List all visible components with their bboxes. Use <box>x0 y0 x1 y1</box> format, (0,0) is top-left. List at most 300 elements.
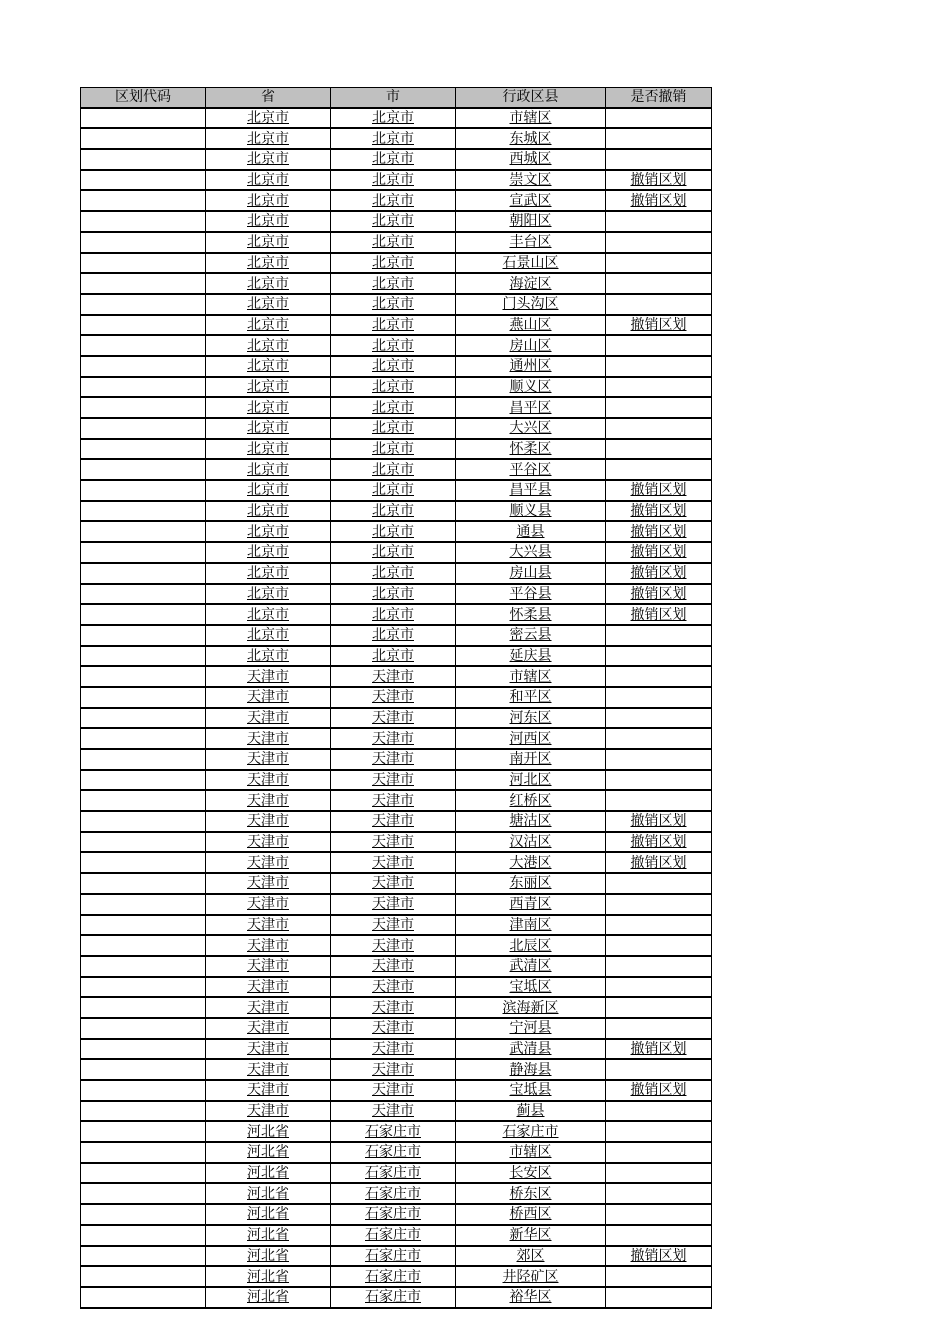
cell-city: 石家庄市 <box>331 1204 456 1225</box>
cell-code <box>81 687 206 708</box>
table-row <box>81 646 712 667</box>
table-row <box>81 584 712 605</box>
cell-code <box>81 873 206 894</box>
cell-revoked <box>606 1183 712 1204</box>
cell-city: 天津市 <box>331 811 456 832</box>
cell-revoked <box>606 997 712 1018</box>
cell-revoked <box>606 397 712 418</box>
cell-city: 石家庄市 <box>331 1142 456 1163</box>
cell-district: 平谷区 <box>456 459 606 480</box>
cell-city: 天津市 <box>331 728 456 749</box>
cell-revoked <box>606 108 712 129</box>
cell-province: 北京市 <box>206 625 331 646</box>
cell-city: 北京市 <box>331 128 456 149</box>
cell-district: 宝坻县 <box>456 1080 606 1101</box>
cell-revoked <box>606 790 712 811</box>
table-row <box>81 1142 712 1163</box>
cell-province: 河北省 <box>206 1183 331 1204</box>
cell-revoked <box>606 253 712 274</box>
cell-province: 北京市 <box>206 273 331 294</box>
cell-revoked: 撤销区划 <box>606 604 712 625</box>
cell-revoked <box>606 211 712 232</box>
table-row <box>81 832 712 853</box>
table-row <box>81 232 712 253</box>
table-row <box>81 253 712 274</box>
cell-code <box>81 1018 206 1039</box>
cell-district: 静海县 <box>456 1059 606 1080</box>
cell-city: 天津市 <box>331 666 456 687</box>
cell-city: 天津市 <box>331 997 456 1018</box>
cell-province: 河北省 <box>206 1121 331 1142</box>
cell-city: 北京市 <box>331 459 456 480</box>
cell-code <box>81 335 206 356</box>
cell-revoked <box>606 749 712 770</box>
cell-province: 天津市 <box>206 749 331 770</box>
table-row <box>81 397 712 418</box>
cell-district: 房山县 <box>456 563 606 584</box>
cell-city: 天津市 <box>331 935 456 956</box>
table-row <box>81 439 712 460</box>
cell-province: 天津市 <box>206 687 331 708</box>
cell-district: 新华区 <box>456 1225 606 1246</box>
cell-revoked: 撤销区划 <box>606 190 712 211</box>
table-row <box>81 1183 712 1204</box>
cell-revoked: 撤销区划 <box>606 1246 712 1267</box>
table-row <box>81 1163 712 1184</box>
cell-city: 天津市 <box>331 1018 456 1039</box>
cell-city: 石家庄市 <box>331 1163 456 1184</box>
table-row <box>81 790 712 811</box>
cell-code <box>81 397 206 418</box>
cell-city: 北京市 <box>331 625 456 646</box>
table-row <box>81 935 712 956</box>
cell-revoked: 撤销区划 <box>606 1039 712 1060</box>
cell-code <box>81 604 206 625</box>
cell-city: 北京市 <box>331 563 456 584</box>
cell-revoked <box>606 935 712 956</box>
cell-revoked <box>606 1287 712 1308</box>
cell-code <box>81 625 206 646</box>
cell-revoked <box>606 687 712 708</box>
cell-district: 郊区 <box>456 1246 606 1267</box>
cell-province: 北京市 <box>206 149 331 170</box>
cell-revoked: 撤销区划 <box>606 480 712 501</box>
cell-revoked <box>606 1142 712 1163</box>
cell-revoked: 撤销区划 <box>606 521 712 542</box>
cell-revoked: 撤销区划 <box>606 170 712 191</box>
cell-district: 武清县 <box>456 1039 606 1060</box>
cell-city: 天津市 <box>331 832 456 853</box>
table-row <box>81 1121 712 1142</box>
cell-city: 天津市 <box>331 749 456 770</box>
cell-province: 北京市 <box>206 232 331 253</box>
header-district: 行政区县 <box>456 88 606 108</box>
cell-code <box>81 1204 206 1225</box>
cell-city: 天津市 <box>331 1101 456 1122</box>
cell-revoked <box>606 708 712 729</box>
cell-code <box>81 521 206 542</box>
cell-city: 北京市 <box>331 211 456 232</box>
cell-code <box>81 459 206 480</box>
cell-code <box>81 790 206 811</box>
cell-province: 天津市 <box>206 1080 331 1101</box>
cell-province: 北京市 <box>206 294 331 315</box>
cell-code <box>81 915 206 936</box>
cell-province: 北京市 <box>206 190 331 211</box>
cell-code <box>81 811 206 832</box>
cell-city: 天津市 <box>331 1039 456 1060</box>
cell-city: 北京市 <box>331 604 456 625</box>
cell-code <box>81 894 206 915</box>
table-row <box>81 687 712 708</box>
table-row <box>81 1225 712 1246</box>
cell-province: 河北省 <box>206 1204 331 1225</box>
table-row <box>81 1266 712 1287</box>
cell-city: 北京市 <box>331 439 456 460</box>
cell-code <box>81 1121 206 1142</box>
cell-code <box>81 1225 206 1246</box>
cell-city: 北京市 <box>331 253 456 274</box>
cell-code <box>81 563 206 584</box>
cell-district: 石家庄市 <box>456 1121 606 1142</box>
table-row <box>81 956 712 977</box>
cell-code <box>81 956 206 977</box>
cell-code <box>81 666 206 687</box>
cell-city: 天津市 <box>331 956 456 977</box>
table-row <box>81 377 712 398</box>
cell-city: 石家庄市 <box>331 1183 456 1204</box>
cell-province: 北京市 <box>206 459 331 480</box>
cell-code <box>81 770 206 791</box>
table-row <box>81 604 712 625</box>
cell-province: 天津市 <box>206 770 331 791</box>
cell-revoked <box>606 418 712 439</box>
header-city: 市 <box>331 88 456 108</box>
cell-district: 大兴县 <box>456 542 606 563</box>
table-row <box>81 728 712 749</box>
cell-code <box>81 480 206 501</box>
cell-code <box>81 1101 206 1122</box>
table-row <box>81 708 712 729</box>
cell-revoked <box>606 1225 712 1246</box>
cell-district: 顺义县 <box>456 501 606 522</box>
cell-code <box>81 728 206 749</box>
cell-code <box>81 170 206 191</box>
cell-district: 昌平区 <box>456 397 606 418</box>
cell-province: 北京市 <box>206 646 331 667</box>
cell-province: 北京市 <box>206 397 331 418</box>
cell-district: 滨海新区 <box>456 997 606 1018</box>
cell-revoked <box>606 377 712 398</box>
cell-city: 北京市 <box>331 190 456 211</box>
cell-revoked <box>606 646 712 667</box>
cell-province: 天津市 <box>206 852 331 873</box>
cell-code <box>81 1183 206 1204</box>
cell-code <box>81 832 206 853</box>
cell-code <box>81 542 206 563</box>
cell-city: 北京市 <box>331 377 456 398</box>
cell-district: 井陉矿区 <box>456 1266 606 1287</box>
table-row <box>81 273 712 294</box>
cell-city: 北京市 <box>331 521 456 542</box>
cell-district: 昌平县 <box>456 480 606 501</box>
table-row <box>81 915 712 936</box>
cell-code <box>81 1142 206 1163</box>
cell-city: 石家庄市 <box>331 1246 456 1267</box>
cell-code <box>81 128 206 149</box>
cell-city: 北京市 <box>331 418 456 439</box>
cell-province: 河北省 <box>206 1225 331 1246</box>
table-row <box>81 1018 712 1039</box>
cell-province: 天津市 <box>206 728 331 749</box>
table-row <box>81 480 712 501</box>
cell-district: 东丽区 <box>456 873 606 894</box>
cell-province: 天津市 <box>206 666 331 687</box>
cell-city: 天津市 <box>331 852 456 873</box>
cell-province: 天津市 <box>206 935 331 956</box>
cell-city: 天津市 <box>331 687 456 708</box>
table-row <box>81 542 712 563</box>
cell-code <box>81 997 206 1018</box>
cell-revoked: 撤销区划 <box>606 852 712 873</box>
table-row <box>81 1039 712 1060</box>
cell-city: 北京市 <box>331 480 456 501</box>
cell-code <box>81 232 206 253</box>
table-row <box>81 894 712 915</box>
cell-district: 顺义区 <box>456 377 606 398</box>
table-row <box>81 852 712 873</box>
cell-district: 怀柔区 <box>456 439 606 460</box>
cell-district: 西城区 <box>456 149 606 170</box>
cell-revoked <box>606 915 712 936</box>
cell-province: 河北省 <box>206 1266 331 1287</box>
cell-city: 北京市 <box>331 315 456 336</box>
cell-district: 南开区 <box>456 749 606 770</box>
table-row <box>81 1246 712 1267</box>
table-row <box>81 997 712 1018</box>
cell-province: 天津市 <box>206 915 331 936</box>
cell-code <box>81 294 206 315</box>
cell-code <box>81 211 206 232</box>
cell-code <box>81 935 206 956</box>
cell-revoked <box>606 625 712 646</box>
cell-city: 天津市 <box>331 873 456 894</box>
cell-revoked <box>606 770 712 791</box>
cell-province: 北京市 <box>206 604 331 625</box>
cell-code <box>81 418 206 439</box>
cell-district: 宝坻区 <box>456 977 606 998</box>
cell-city: 天津市 <box>331 708 456 729</box>
table-row <box>81 811 712 832</box>
cell-city: 石家庄市 <box>331 1121 456 1142</box>
table-row <box>81 211 712 232</box>
cell-city: 北京市 <box>331 584 456 605</box>
cell-district: 河北区 <box>456 770 606 791</box>
cell-province: 北京市 <box>206 563 331 584</box>
cell-revoked: 撤销区划 <box>606 584 712 605</box>
cell-code <box>81 377 206 398</box>
table-row <box>81 315 712 336</box>
table-row <box>81 563 712 584</box>
cell-revoked <box>606 894 712 915</box>
cell-district: 通县 <box>456 521 606 542</box>
cell-district: 平谷县 <box>456 584 606 605</box>
cell-district: 怀柔县 <box>456 604 606 625</box>
cell-district: 石景山区 <box>456 253 606 274</box>
cell-revoked: 撤销区划 <box>606 501 712 522</box>
cell-code <box>81 190 206 211</box>
cell-district: 宣武区 <box>456 190 606 211</box>
cell-district: 蓟县 <box>456 1101 606 1122</box>
cell-district: 燕山区 <box>456 315 606 336</box>
table-row <box>81 1204 712 1225</box>
cell-province: 天津市 <box>206 1018 331 1039</box>
cell-revoked <box>606 459 712 480</box>
cell-revoked <box>606 335 712 356</box>
cell-province: 北京市 <box>206 315 331 336</box>
cell-code <box>81 852 206 873</box>
cell-district: 通州区 <box>456 356 606 377</box>
cell-revoked: 撤销区划 <box>606 811 712 832</box>
cell-district: 市辖区 <box>456 666 606 687</box>
cell-revoked <box>606 232 712 253</box>
cell-city: 石家庄市 <box>331 1266 456 1287</box>
cell-code <box>81 1163 206 1184</box>
cell-province: 河北省 <box>206 1163 331 1184</box>
cell-revoked: 撤销区划 <box>606 563 712 584</box>
cell-city: 天津市 <box>331 894 456 915</box>
header-province: 省 <box>206 88 331 108</box>
cell-province: 河北省 <box>206 1287 331 1308</box>
cell-city: 天津市 <box>331 790 456 811</box>
cell-province: 天津市 <box>206 790 331 811</box>
cell-district: 密云县 <box>456 625 606 646</box>
cell-province: 天津市 <box>206 1101 331 1122</box>
cell-revoked <box>606 294 712 315</box>
table-row <box>81 521 712 542</box>
cell-city: 北京市 <box>331 232 456 253</box>
table-row <box>81 356 712 377</box>
table-row <box>81 170 712 191</box>
table-row <box>81 625 712 646</box>
cell-province: 北京市 <box>206 211 331 232</box>
cell-district: 朝阳区 <box>456 211 606 232</box>
cell-district: 海淀区 <box>456 273 606 294</box>
cell-city: 北京市 <box>331 108 456 129</box>
cell-code <box>81 1059 206 1080</box>
cell-code <box>81 1039 206 1060</box>
cell-revoked <box>606 273 712 294</box>
cell-revoked: 撤销区划 <box>606 315 712 336</box>
cell-revoked <box>606 956 712 977</box>
table-row <box>81 501 712 522</box>
cell-revoked <box>606 873 712 894</box>
cell-province: 北京市 <box>206 128 331 149</box>
cell-city: 北京市 <box>331 356 456 377</box>
cell-city: 天津市 <box>331 1080 456 1101</box>
table-row <box>81 149 712 170</box>
cell-city: 北京市 <box>331 149 456 170</box>
cell-district: 西青区 <box>456 894 606 915</box>
cell-district: 和平区 <box>456 687 606 708</box>
cell-code <box>81 749 206 770</box>
cell-code <box>81 1080 206 1101</box>
table-row <box>81 666 712 687</box>
cell-revoked <box>606 666 712 687</box>
cell-province: 天津市 <box>206 1039 331 1060</box>
cell-code <box>81 273 206 294</box>
cell-district: 门头沟区 <box>456 294 606 315</box>
cell-province: 北京市 <box>206 335 331 356</box>
cell-province: 北京市 <box>206 253 331 274</box>
table-row <box>81 1059 712 1080</box>
cell-province: 北京市 <box>206 377 331 398</box>
cell-city: 石家庄市 <box>331 1225 456 1246</box>
cell-province: 北京市 <box>206 480 331 501</box>
cell-city: 北京市 <box>331 501 456 522</box>
cell-district: 桥西区 <box>456 1204 606 1225</box>
cell-revoked: 撤销区划 <box>606 542 712 563</box>
table-row <box>81 749 712 770</box>
table-row <box>81 108 712 129</box>
cell-province: 天津市 <box>206 997 331 1018</box>
cell-district: 丰台区 <box>456 232 606 253</box>
cell-city: 北京市 <box>331 335 456 356</box>
cell-code <box>81 708 206 729</box>
cell-revoked <box>606 439 712 460</box>
cell-province: 北京市 <box>206 356 331 377</box>
table-row <box>81 190 712 211</box>
cell-province: 天津市 <box>206 956 331 977</box>
cell-code <box>81 1246 206 1267</box>
table-row <box>81 459 712 480</box>
cell-district: 裕华区 <box>456 1287 606 1308</box>
cell-province: 北京市 <box>206 542 331 563</box>
cell-revoked <box>606 356 712 377</box>
cell-code <box>81 356 206 377</box>
cell-province: 北京市 <box>206 108 331 129</box>
cell-code <box>81 977 206 998</box>
cell-district: 市辖区 <box>456 1142 606 1163</box>
cell-province: 河北省 <box>206 1142 331 1163</box>
cell-district: 大港区 <box>456 852 606 873</box>
cell-revoked: 撤销区划 <box>606 832 712 853</box>
table-row <box>81 128 712 149</box>
cell-province: 天津市 <box>206 977 331 998</box>
cell-province: 北京市 <box>206 501 331 522</box>
cell-code <box>81 439 206 460</box>
table-row <box>81 418 712 439</box>
division-table <box>80 87 712 1309</box>
cell-city: 石家庄市 <box>331 1287 456 1308</box>
table-row <box>81 770 712 791</box>
cell-city: 北京市 <box>331 542 456 563</box>
table-row <box>81 1287 712 1308</box>
header-row <box>81 88 712 108</box>
cell-revoked <box>606 1266 712 1287</box>
cell-code <box>81 1266 206 1287</box>
cell-revoked <box>606 1121 712 1142</box>
cell-city: 天津市 <box>331 915 456 936</box>
cell-revoked: 撤销区划 <box>606 1080 712 1101</box>
cell-revoked <box>606 1059 712 1080</box>
cell-district: 河东区 <box>456 708 606 729</box>
cell-district: 房山区 <box>456 335 606 356</box>
cell-code <box>81 108 206 129</box>
table-row <box>81 873 712 894</box>
cell-district: 宁河县 <box>456 1018 606 1039</box>
cell-revoked <box>606 977 712 998</box>
